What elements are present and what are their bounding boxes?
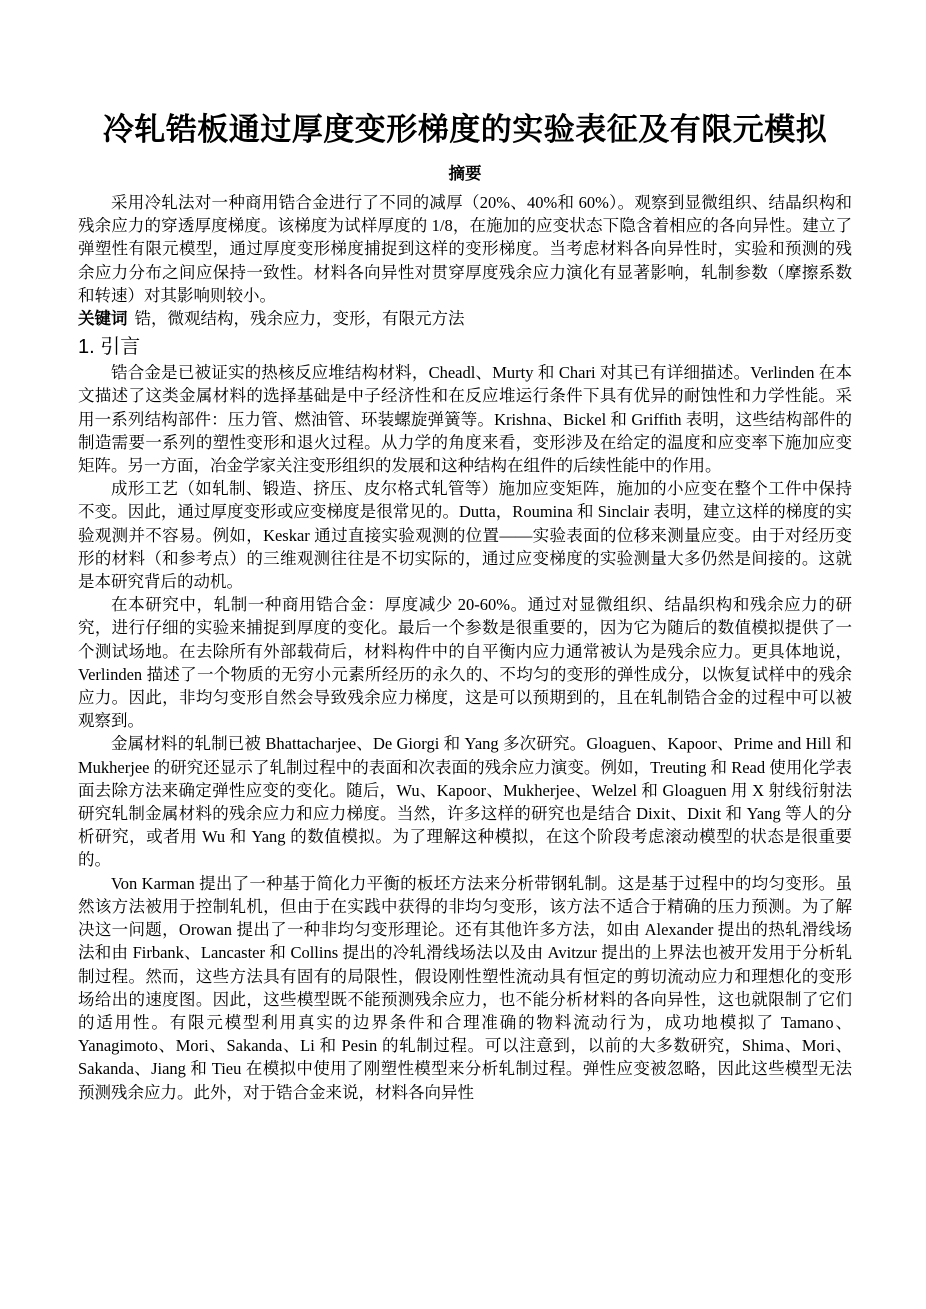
abstract-heading: 摘要 bbox=[448, 164, 482, 183]
body-paragraph: 在本研究中，轧制一种商用锆合金：厚度减少 20-60%。通过对显微组织、结晶织构和残余应力的研究，进行仔细的实验来捕捉到厚度的变化。最后一个参数是很重要的，因为它为随后的数值模拟提供了一个测试场地。在去除所有外部载荷后，材料构件中的自平衡内应力通常被认为是残余应力。更具体地说，Verlinden 描述了一个物质的无穷小元素所经历的永久的、不均匀的变形的弹性成分，以恢复试样中的残余应力。因此，非均匀变形自然会导致残余应力梯度，这是可以预期到的，且在轧制锆合金的过程中可以被观察到。 bbox=[78, 595, 852, 731]
body-paragraph: Von Karman 提出了一种基于简化力平衡的板坯方法来分析带钢轧制。这是基于过程中的均匀变形。虽然该方法被用于控制轧机，但由于在实践中获得的非均匀变形，该方法不适合于精确的压力预测。为了解决这一问题，Orowan 提出了一种非均匀变形理论。还有其他许多方法，如由 Alexander 提出的热轧滑线场法和由 Firbank、Lancaster 和 Collins 提出的冷轧滑线场法以及由 Avitzur 提出的上界法也被开发用于分析轧制过程。然而，这些方法具有固有的局限性，假设刚性塑性流动具有恒定的剪切流动应力和理想化的变形场给出的速度图。因此，这些模型既不能预测残余应力，也不能分析材料的各向异性，这也就限制了它们的适用性。有限元模型利用真实的边界条件和合理准确的物料流动行为，成功地模拟了 Tamano、Yanagimoto、Mori、Sakanda、Li 和 Pesin 的轧制过程。可以注意到，以前的大多数研究，Shima、Mori、Sakanda、Jiang 和 Tieu 在模拟中使用了刚塑性模型来分析轧制过程。弹性应变被忽略，因此这些模型无法预测残余应力。此外，对于锆合金来说，材料各向异性 bbox=[78, 873, 852, 1102]
section-heading-introduction: 1. 引言 bbox=[78, 336, 141, 359]
keywords-text: 锆，微观结构，残余应力，变形，有限元方法 bbox=[134, 309, 465, 329]
paper-title: 冷轧锆板通过厚度变形梯度的实验表征及有限元模拟 bbox=[102, 112, 828, 147]
keywords-label: 关键词 bbox=[78, 309, 128, 329]
abstract-text: 采用冷轧法对一种商用锆合金进行了不同的减厚（20%、40%和 60%）。观察到显微组织、结晶织构和残余应力的穿透厚度梯度。该梯度为试样厚度的 1/8，在施加的应变状态下隐含着相应的各向异性。建立了弹塑性有限元模型，通过厚度变形梯度捕捉到这样的变形梯度。当考虑材料各向异性时，实验和预测的残余应力分布之间应保持一致性。材料各向异性对贯穿厚度残余应力演化有显著影响，轧制参数（摩擦系数和转速）对其影响则较小。 bbox=[78, 193, 852, 305]
body-paragraph: 成形工艺（如轧制、锻造、挤压、皮尔格式轧管等）施加应变矩阵，施加的小应变在整个工件中保持不变。因此，通过厚度变形或应变梯度是很常见的。Dutta，Roumina 和 Sinclair 表明，建立这样的梯度的实验观测并不容易。例如，Keskar 通过直接实验观测的位置——实验表面的位移来测量应变。由于对经历变形的材料（和参考点）的三维观测往往是不切实际的，通过应变梯度的实验测量大多仍然是间接的。这就是本研究背后的动机。 bbox=[78, 479, 852, 592]
body-paragraph: 金属材料的轧制已被 Bhattacharjee、De Giorgi 和 Yang 多次研究。Gloaguen、Kapoor、Prime and Hill 和 Mukherjee 的研究还显示了轧制过程中的表面和次表面的残余应力演变。例如，Treuting 和 Read 使用化学表面去除方法来确定弹性应变的变化。随后，Wu、Kapoor、Mukherjee、Welzel 和 Gloaguen 用 X 射线衍射法研究轧制金属材料的残余应力和应力梯度。当然，许多这样的研究也是结合 Dixit、Dixit 和 Yang 等人的分析研究，或者用 Wu 和 Yang 的数值模拟。为了理解这种模拟，在这个阶段考虑滚动模型的状态是很重要的。 bbox=[78, 734, 852, 870]
body-paragraph: 锆合金是已被证实的热核反应堆结构材料，Cheadl、Murty 和 Chari 对其已有详细描述。Verlinden 在本文描述了这类金属材料的选择基础是中子经济性和在反应堆运行条件下具有优异的耐蚀性和力学性能。采用一系列结构部件：压力管、燃油管、环装螺旋弹簧等。Krishna、Bickel 和 Griffith 表明，这些结构部件的制造需要一系列的塑性变形和退火过程。从力学的角度来看，变形涉及在给定的温度和应变率下施加应变矩阵。另一方面，冶金学家关注变形组织的发展和这种结构在组件的后续性能中的作用。 bbox=[78, 363, 852, 476]
keywords-line bbox=[78, 307, 852, 330]
